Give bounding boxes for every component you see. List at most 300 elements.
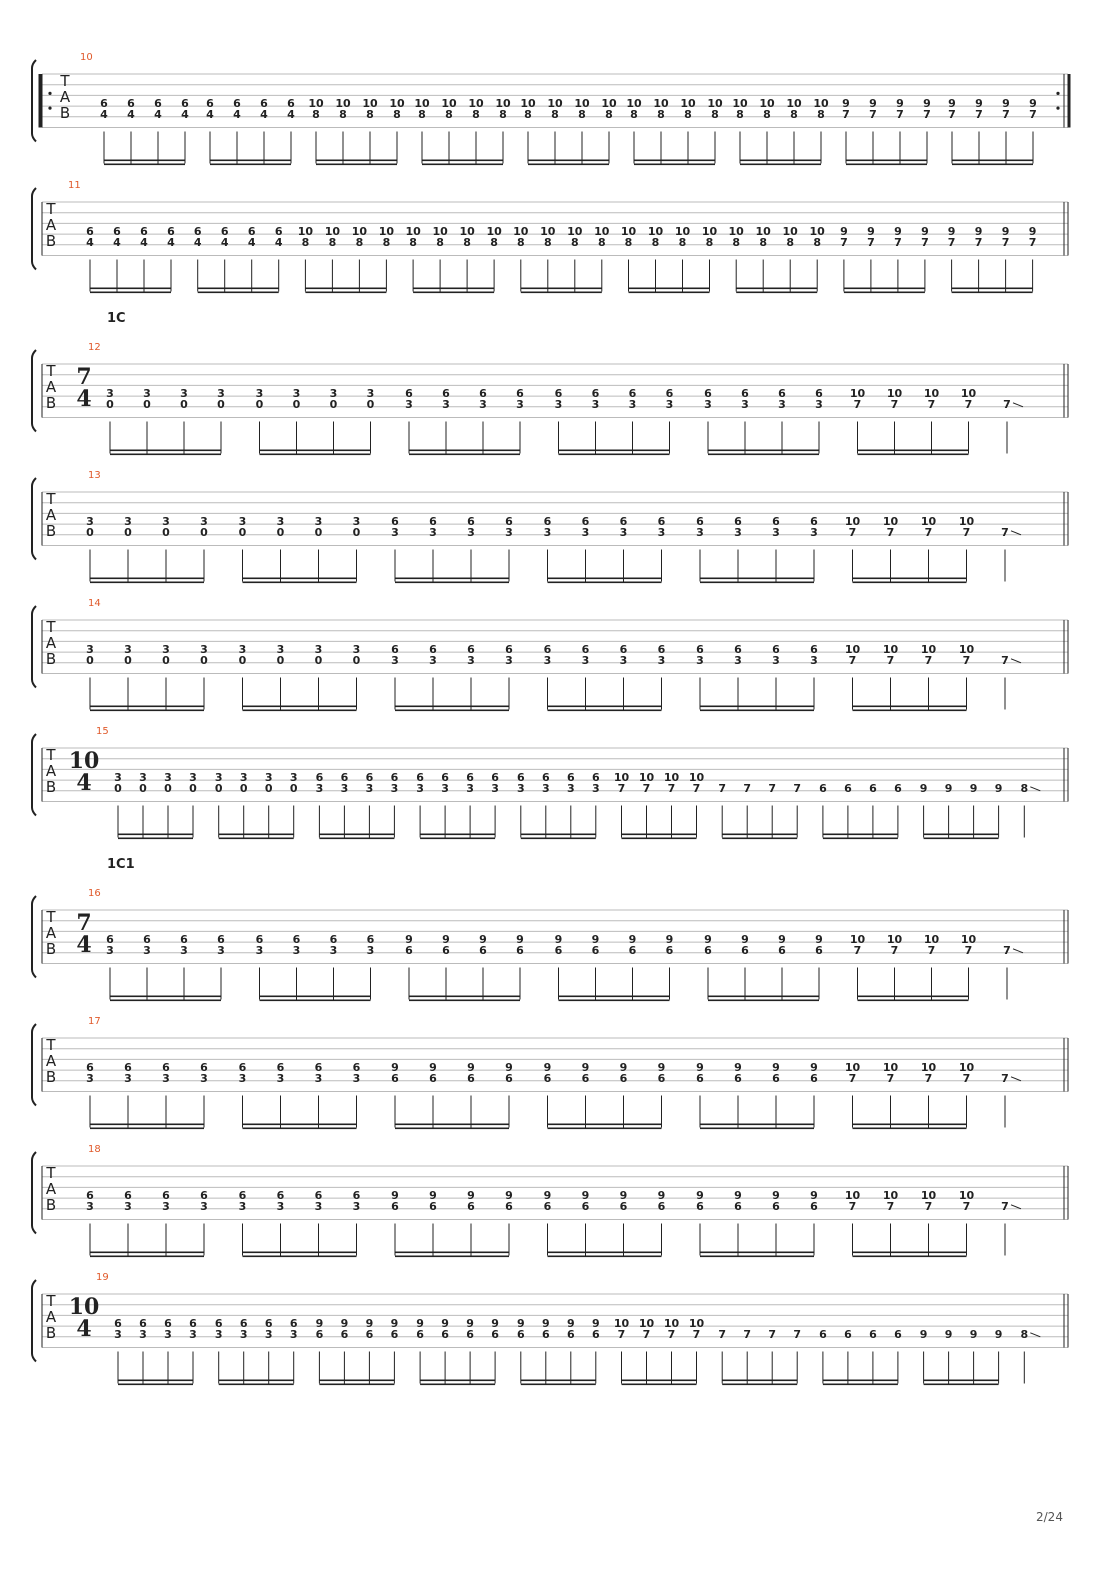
- fret-number: 6: [844, 1327, 852, 1341]
- fret-number: 10: [574, 97, 590, 111]
- tab-clef-letter-a: A: [45, 762, 57, 780]
- fret-number: 7: [923, 107, 931, 121]
- fret-number: 6: [516, 387, 524, 401]
- fret-number: 7: [768, 1327, 777, 1341]
- beam: [823, 1384, 898, 1386]
- beam: [559, 1000, 670, 1002]
- fret-number: 8: [624, 235, 633, 249]
- fret-number: 7: [853, 397, 862, 411]
- fret-number: 10: [732, 97, 748, 111]
- fret-number: 6: [505, 1199, 513, 1213]
- beam: [219, 834, 294, 836]
- fret-number: 8: [657, 107, 665, 121]
- fret-number: 9: [969, 1327, 978, 1341]
- fret-number: 3: [441, 781, 449, 795]
- beam: [548, 1252, 662, 1254]
- fret-number: 9: [704, 933, 712, 947]
- fret-number: 3: [619, 525, 628, 539]
- beam: [90, 292, 171, 294]
- fret-number: 4: [274, 235, 283, 249]
- fret-number: 9: [619, 1061, 628, 1075]
- fret-number: 3: [200, 515, 208, 529]
- beam: [528, 164, 609, 166]
- fret-number: 3: [581, 653, 590, 667]
- fret-number: 8: [499, 107, 507, 121]
- fret-number: 7: [667, 1327, 676, 1341]
- fret-number: 3: [734, 653, 742, 667]
- fret-number: 3: [696, 653, 704, 667]
- system-bracket: [32, 350, 36, 432]
- beam: [110, 450, 221, 452]
- fret-number: 6: [391, 1071, 399, 1085]
- fret-number: 8: [651, 235, 660, 249]
- fret-number: 7: [743, 781, 752, 795]
- fret-number: 7: [1001, 525, 1009, 539]
- beam: [118, 834, 193, 836]
- fret-number: 10: [688, 771, 705, 785]
- fret-number: 10: [786, 97, 802, 111]
- fret-number: 10: [958, 1061, 975, 1075]
- fret-number: 3: [778, 397, 786, 411]
- fret-number: 9: [543, 1061, 552, 1075]
- beam: [722, 834, 797, 836]
- fret-number: 8: [382, 235, 391, 249]
- fret-number: 3: [238, 643, 247, 657]
- fret-number: 7: [848, 525, 857, 539]
- fret-number: 6: [543, 1071, 552, 1085]
- tab-clef-letter-a: A: [45, 378, 57, 396]
- fret-number: 9: [947, 225, 956, 239]
- tab-clef-letter-b: B: [45, 394, 57, 412]
- fret-number: 3: [352, 515, 361, 529]
- fret-number: 6: [566, 771, 575, 785]
- fret-number: 6: [628, 387, 637, 401]
- fret-number: 9: [581, 1061, 590, 1075]
- fret-number: 6: [657, 515, 666, 529]
- fret-number: 9: [467, 1061, 475, 1075]
- beam: [319, 1384, 394, 1386]
- beam: [118, 1384, 193, 1386]
- fret-number: 7: [793, 1327, 802, 1341]
- fret-number: 6: [340, 771, 349, 785]
- fret-number: 0: [238, 525, 247, 539]
- fret-number: 9: [466, 1317, 474, 1331]
- fret-number: 9: [994, 781, 1003, 795]
- beam: [622, 838, 697, 840]
- tab-clef-letter-b: B: [45, 232, 57, 250]
- beam: [548, 578, 662, 580]
- beam: [319, 834, 394, 836]
- fret-number: 7: [924, 525, 933, 539]
- fret-number: 3: [238, 1199, 247, 1213]
- fret-number: 0: [86, 653, 94, 667]
- fret-number: 9: [840, 225, 848, 239]
- fret-number: 6: [894, 781, 902, 795]
- fret-number: 9: [1001, 225, 1010, 239]
- slide-mark: [1013, 403, 1023, 407]
- fret-number: 3: [264, 771, 273, 785]
- fret-number: 3: [365, 781, 374, 795]
- fret-number: 3: [734, 525, 742, 539]
- fret-number: 4: [154, 107, 162, 121]
- fret-number: 6: [442, 387, 450, 401]
- fret-number: 6: [581, 1071, 590, 1085]
- tab-clef-letter-t: T: [46, 1164, 56, 1182]
- fret-number: 7: [964, 943, 973, 957]
- fret-number: 3: [162, 515, 170, 529]
- fret-number: 3: [591, 397, 600, 411]
- fret-number: 0: [314, 653, 323, 667]
- fret-number: 9: [919, 1327, 928, 1341]
- fret-number: 8: [551, 107, 559, 121]
- fret-number: 4: [86, 235, 94, 249]
- tab-clef-letter-t: T: [46, 908, 56, 926]
- fret-number: 9: [505, 1189, 513, 1203]
- beam: [409, 454, 520, 456]
- beam: [722, 1384, 797, 1386]
- fret-number: 7: [1003, 943, 1011, 957]
- slide-mark: [1011, 531, 1021, 535]
- fret-number: 10: [468, 97, 484, 111]
- beam: [395, 706, 509, 708]
- fret-number: 6: [554, 943, 563, 957]
- beam: [90, 1256, 204, 1258]
- fret-number: 7: [848, 653, 857, 667]
- beam: [844, 292, 925, 294]
- fret-number: 3: [442, 397, 450, 411]
- slide-mark: [1011, 1077, 1021, 1081]
- beam: [243, 706, 357, 708]
- fret-number: 10: [297, 225, 314, 239]
- fret-number: 6: [365, 1327, 374, 1341]
- fret-number: 3: [741, 397, 749, 411]
- beam: [521, 292, 602, 294]
- tab-clef-letter-b: B: [45, 650, 57, 668]
- fret-number: 8: [684, 107, 692, 121]
- fret-number: 6: [657, 1071, 666, 1085]
- fret-number: 10: [613, 1317, 630, 1331]
- fret-number: 3: [162, 1071, 170, 1085]
- fret-number: 0: [264, 781, 273, 795]
- beam: [521, 1380, 596, 1382]
- fret-number: 6: [189, 1317, 197, 1331]
- measure-number: 16: [88, 888, 101, 899]
- beam: [548, 1124, 662, 1126]
- tab-clef-letter-t: T: [46, 1036, 56, 1054]
- fret-number: 7: [896, 107, 904, 121]
- fret-number: 3: [772, 525, 780, 539]
- fret-number: 3: [217, 387, 225, 401]
- fret-number: 0: [200, 653, 208, 667]
- fret-number: 7: [921, 235, 929, 249]
- fret-number: 3: [189, 771, 197, 785]
- fret-number: 7: [886, 1199, 895, 1213]
- fret-number: 10: [680, 97, 696, 111]
- beam: [559, 450, 670, 452]
- fret-number: 6: [247, 225, 256, 239]
- fret-number: 3: [541, 781, 550, 795]
- fret-number: 9: [657, 1061, 666, 1075]
- fret-number: 6: [340, 1327, 349, 1341]
- fret-number: 10: [441, 97, 457, 111]
- measure-number: 19: [96, 1272, 109, 1283]
- beam: [853, 1252, 967, 1254]
- fret-number: 6: [180, 933, 188, 947]
- fret-number: 6: [566, 1327, 575, 1341]
- fret-number: 9: [944, 781, 953, 795]
- fret-number: 6: [289, 1317, 298, 1331]
- fret-number: 10: [414, 97, 430, 111]
- fret-number: 9: [365, 1317, 374, 1331]
- fret-number: 10: [782, 225, 798, 239]
- beam: [110, 996, 221, 998]
- fret-number: 3: [114, 1327, 122, 1341]
- fret-number: 10: [958, 1189, 975, 1203]
- fret-number: 10: [647, 225, 664, 239]
- beam: [708, 996, 819, 998]
- fret-number: 6: [86, 1189, 94, 1203]
- slide-mark: [1030, 787, 1040, 791]
- beam: [700, 1252, 814, 1254]
- measure-number: 18: [88, 1144, 101, 1155]
- slide-mark: [1011, 659, 1021, 663]
- fret-number: 3: [292, 943, 301, 957]
- beam: [118, 838, 193, 840]
- fret-number: 10: [882, 515, 899, 529]
- fret-number: 3: [429, 525, 437, 539]
- tab-clef-letter-b: B: [45, 1324, 57, 1342]
- fret-number: 3: [665, 397, 674, 411]
- fret-number: 10: [882, 1061, 899, 1075]
- beam: [629, 292, 710, 294]
- fret-number: 6: [734, 1071, 742, 1085]
- time-signature-bottom: 4: [76, 770, 92, 796]
- fret-number: 10: [674, 225, 691, 239]
- fret-number: 3: [292, 387, 301, 401]
- beam: [413, 292, 494, 294]
- fret-number: 4: [220, 235, 229, 249]
- fret-number: 8: [597, 235, 606, 249]
- beam: [210, 164, 291, 166]
- fret-number: 3: [815, 397, 823, 411]
- fret-number: 7: [1001, 1071, 1009, 1085]
- fret-number: 7: [617, 1327, 626, 1341]
- fret-number: 6: [772, 1071, 780, 1085]
- fret-number: 10: [849, 387, 866, 401]
- fret-number: 10: [701, 225, 718, 239]
- beam: [559, 454, 670, 456]
- fret-number: 8: [578, 107, 586, 121]
- fret-number: 8: [759, 235, 768, 249]
- fret-number: 9: [696, 1189, 704, 1203]
- fret-number: 9: [581, 1189, 590, 1203]
- fret-number: 10: [613, 771, 630, 785]
- tab-clef-letter-b: B: [45, 940, 57, 958]
- beam: [952, 288, 1033, 290]
- beam: [858, 1000, 969, 1002]
- fret-number: 10: [601, 97, 617, 111]
- beam: [305, 288, 386, 290]
- system-bracket: [32, 606, 36, 688]
- fret-number: 6: [276, 1189, 285, 1203]
- fret-number: 6: [466, 771, 474, 785]
- time-signature-top: 10: [68, 748, 100, 774]
- fret-number: 10: [638, 1317, 655, 1331]
- fret-number: 6: [619, 1199, 628, 1213]
- tab-clef-letter-b: B: [45, 1196, 57, 1214]
- beam: [243, 1256, 357, 1258]
- beam: [90, 1252, 204, 1254]
- fret-number: 7: [1001, 1199, 1009, 1213]
- slide-mark: [1011, 1205, 1021, 1209]
- fret-number: 3: [162, 1199, 170, 1213]
- fret-number: 0: [162, 653, 170, 667]
- beam: [110, 1000, 221, 1002]
- tab-clef-letter-a: A: [45, 506, 57, 524]
- fret-number: 7: [848, 1199, 857, 1213]
- fret-number: 0: [276, 653, 285, 667]
- fret-number: 0: [124, 653, 132, 667]
- fret-number: 6: [264, 1317, 273, 1331]
- fret-number: 10: [389, 97, 405, 111]
- fret-number: 10: [886, 933, 903, 947]
- fret-number: 8: [409, 235, 417, 249]
- beam: [420, 1384, 495, 1386]
- fret-number: 3: [366, 387, 375, 401]
- fret-number: 6: [314, 1189, 323, 1203]
- fret-number: 6: [704, 943, 712, 957]
- fret-number: 3: [479, 397, 487, 411]
- beam: [700, 1128, 814, 1130]
- beam: [700, 582, 814, 584]
- fret-number: 3: [696, 525, 704, 539]
- fret-number: 6: [429, 515, 437, 529]
- fret-number: 6: [554, 387, 563, 401]
- fret-number: 3: [391, 525, 399, 539]
- fret-number: 4: [247, 235, 256, 249]
- fret-number: 9: [778, 933, 786, 947]
- fret-number: 9: [810, 1061, 818, 1075]
- fret-number: 6: [274, 225, 283, 239]
- fret-number: 6: [696, 643, 704, 657]
- fret-number: 3: [114, 771, 122, 785]
- fret-number: 6: [467, 643, 475, 657]
- beam: [924, 834, 999, 836]
- fret-number: 7: [927, 397, 936, 411]
- fret-number: 9: [505, 1061, 513, 1075]
- tab-clef-letter-a: A: [45, 216, 57, 234]
- fret-number: 10: [495, 97, 511, 111]
- beam: [924, 1380, 999, 1382]
- beam: [528, 160, 609, 162]
- fret-number: 8: [1020, 781, 1029, 795]
- measure-number: 14: [88, 598, 101, 609]
- fret-number: 6: [429, 1199, 437, 1213]
- fret-number: 7: [924, 653, 933, 667]
- fret-number: 10: [688, 1317, 705, 1331]
- beam: [395, 1256, 509, 1258]
- time-signature-top: 7: [76, 910, 92, 936]
- fret-number: 6: [391, 1199, 399, 1213]
- beam: [736, 292, 817, 294]
- fret-number: 3: [238, 515, 247, 529]
- beam: [700, 1124, 814, 1126]
- fret-number: 0: [189, 781, 197, 795]
- fret-number: 6: [581, 1199, 590, 1213]
- fret-number: 6: [541, 771, 550, 785]
- fret-number: 3: [106, 943, 114, 957]
- fret-number: 10: [486, 225, 502, 239]
- fret-number: 6: [467, 1071, 475, 1085]
- beam: [952, 164, 1033, 166]
- fret-number: 3: [106, 387, 114, 401]
- slide-mark: [1030, 1333, 1040, 1337]
- tab-clef-letter-t: T: [46, 362, 56, 380]
- fret-number: 3: [217, 943, 225, 957]
- measure-number: 10: [80, 52, 93, 63]
- fret-number: 9: [566, 1317, 575, 1331]
- fret-number: 8: [790, 107, 798, 121]
- fret-number: 6: [292, 933, 301, 947]
- fret-number: 6: [124, 1061, 132, 1075]
- fret-number: 8: [301, 235, 310, 249]
- fret-number: 10: [653, 97, 669, 111]
- fret-number: 9: [391, 1189, 399, 1203]
- fret-number: 6: [127, 97, 135, 111]
- fret-number: 4: [100, 107, 108, 121]
- fret-number: 8: [813, 235, 822, 249]
- fret-number: 10: [920, 1061, 937, 1075]
- fret-number: 10: [882, 1189, 899, 1203]
- fret-number: 3: [810, 525, 818, 539]
- fret-number: 3: [86, 643, 94, 657]
- fret-number: 9: [1029, 97, 1037, 111]
- fret-number: 6: [815, 943, 823, 957]
- fret-number: 3: [214, 771, 223, 785]
- fret-number: 9: [315, 1317, 324, 1331]
- fret-number: 6: [491, 1327, 499, 1341]
- beam: [316, 164, 397, 166]
- fret-number: 9: [416, 1317, 424, 1331]
- beam: [634, 164, 715, 166]
- fret-number: 3: [162, 643, 170, 657]
- fret-number: 6: [869, 1327, 877, 1341]
- beam: [90, 288, 171, 290]
- measure-number: 13: [88, 470, 101, 481]
- beam: [243, 1128, 357, 1130]
- fret-number: 9: [734, 1061, 742, 1075]
- fret-number: 10: [844, 643, 861, 657]
- beam: [243, 1124, 357, 1126]
- fret-number: 6: [193, 225, 202, 239]
- fret-number: 8: [366, 107, 374, 121]
- beam: [548, 1128, 662, 1130]
- fret-number: 6: [167, 225, 175, 239]
- fret-number: 3: [405, 397, 413, 411]
- fret-number: 6: [665, 387, 674, 401]
- fret-number: 7: [964, 397, 973, 411]
- fret-number: 6: [124, 1189, 132, 1203]
- fret-number: 10: [923, 387, 940, 401]
- beam: [395, 578, 509, 580]
- fret-number: 10: [547, 97, 563, 111]
- beam: [629, 288, 710, 290]
- fret-number: 6: [543, 643, 552, 657]
- fret-number: 10: [844, 1189, 861, 1203]
- fret-number: 6: [619, 515, 628, 529]
- fret-number: 8: [605, 107, 613, 121]
- beam: [210, 160, 291, 162]
